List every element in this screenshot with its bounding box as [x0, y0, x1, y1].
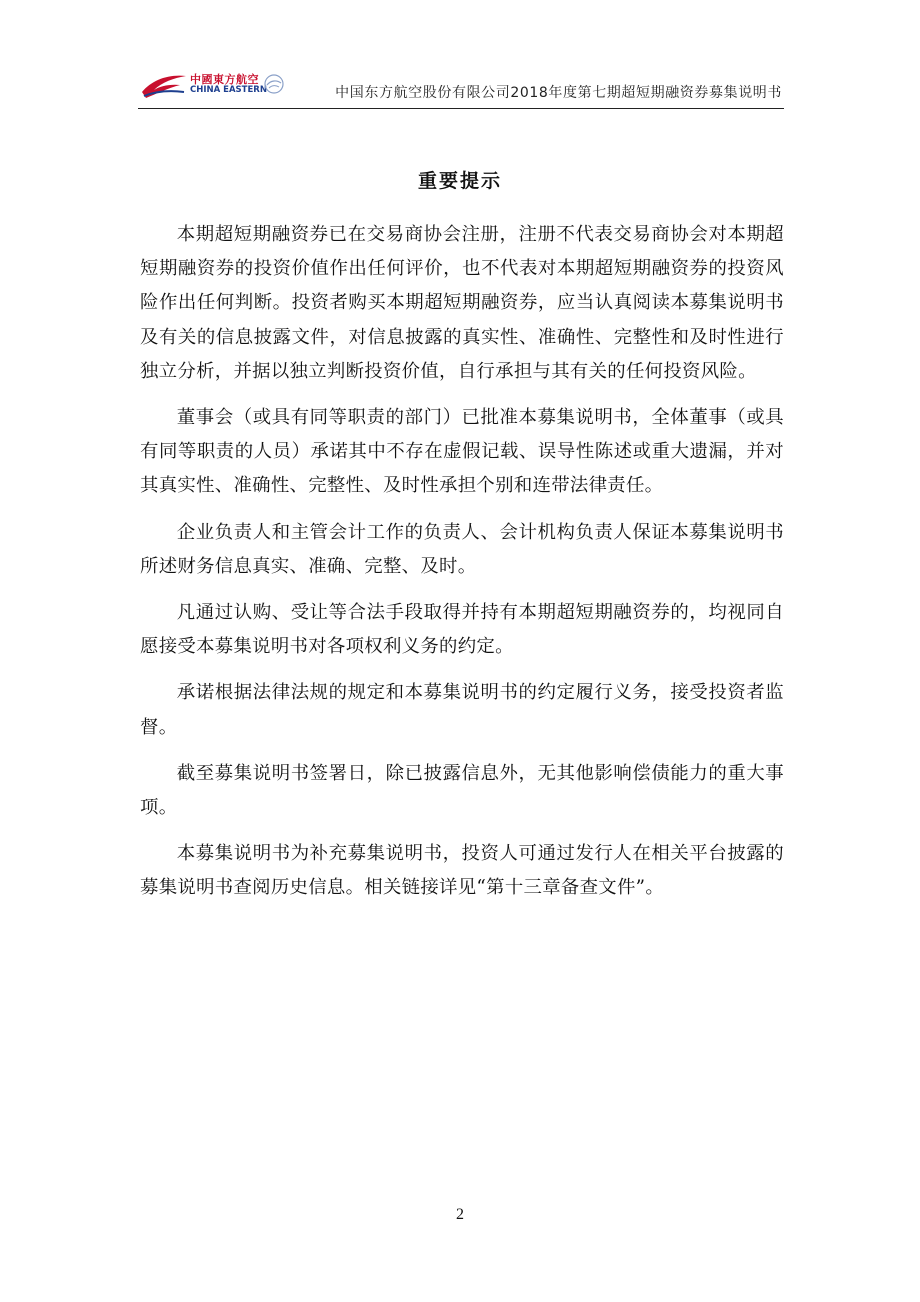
paragraph: 承诺根据法律法规的规定和本募集说明书的约定履行义务，接受投资者监督。	[140, 682, 784, 738]
paragraph: 董事会（或具有同等职责的部门）已批准本募集说明书，全体董事（或具有同等职责的人员）承诺其中不存在虚假记载、误导性陈述或重大遗漏，并对其真实性、准确性、完整性、及时性承担个别和连带法律责任。	[140, 407, 784, 497]
china-eastern-logo	[138, 68, 288, 102]
paragraph: 截至募集说明书签署日，除已披露信息外，无其他影响偿债能力的重大事项。	[140, 762, 784, 819]
body-text	[140, 218, 784, 918]
page-header	[138, 68, 784, 109]
document-title: 中国东方航空股份有限公司2018年度第七期超短期融资券募集说明书	[335, 85, 782, 101]
logo-chinese-text: 中國東方航空	[190, 73, 259, 86]
section-heading: 重要提示	[417, 170, 502, 192]
page-number: 2	[456, 1206, 464, 1223]
swallow-logo-icon	[138, 70, 188, 100]
paragraph: 本期超短期融资券已在交易商协会注册，注册不代表交易商协会对本期超短期融资券的投资价值作出任何评价，也不代表对本期超短期融资券的投资风险作出任何判断。投资者购买本期超短期融资券，应当认真阅读本募集说明书及有关的信息披露文件，对信息披露的真实性、准确性、完整性和及时性进行独立分析，并据以独立判断投资价值，自行承担与其有关的任何投资风险。	[140, 224, 784, 382]
paragraph: 凡通过认购、受让等合法手段取得并持有本期超短期融资券的，均视同自愿接受本募集说明书对各项权利义务的约定。	[140, 602, 784, 658]
logo-english-text: CHINA EASTERN	[190, 85, 267, 95]
paragraph: 企业负责人和主管会计工作的负责人、会计机构负责人保证本募集说明书所述财务信息真实、准确、完整、及时。	[140, 521, 784, 577]
emblem-icon	[262, 72, 286, 96]
paragraph: 本募集说明书为补充募集说明书，投资人可通过发行人在相关平台披露的募集说明书查阅历史信息。相关链接详见“第十三章备查文件”。	[140, 843, 784, 899]
